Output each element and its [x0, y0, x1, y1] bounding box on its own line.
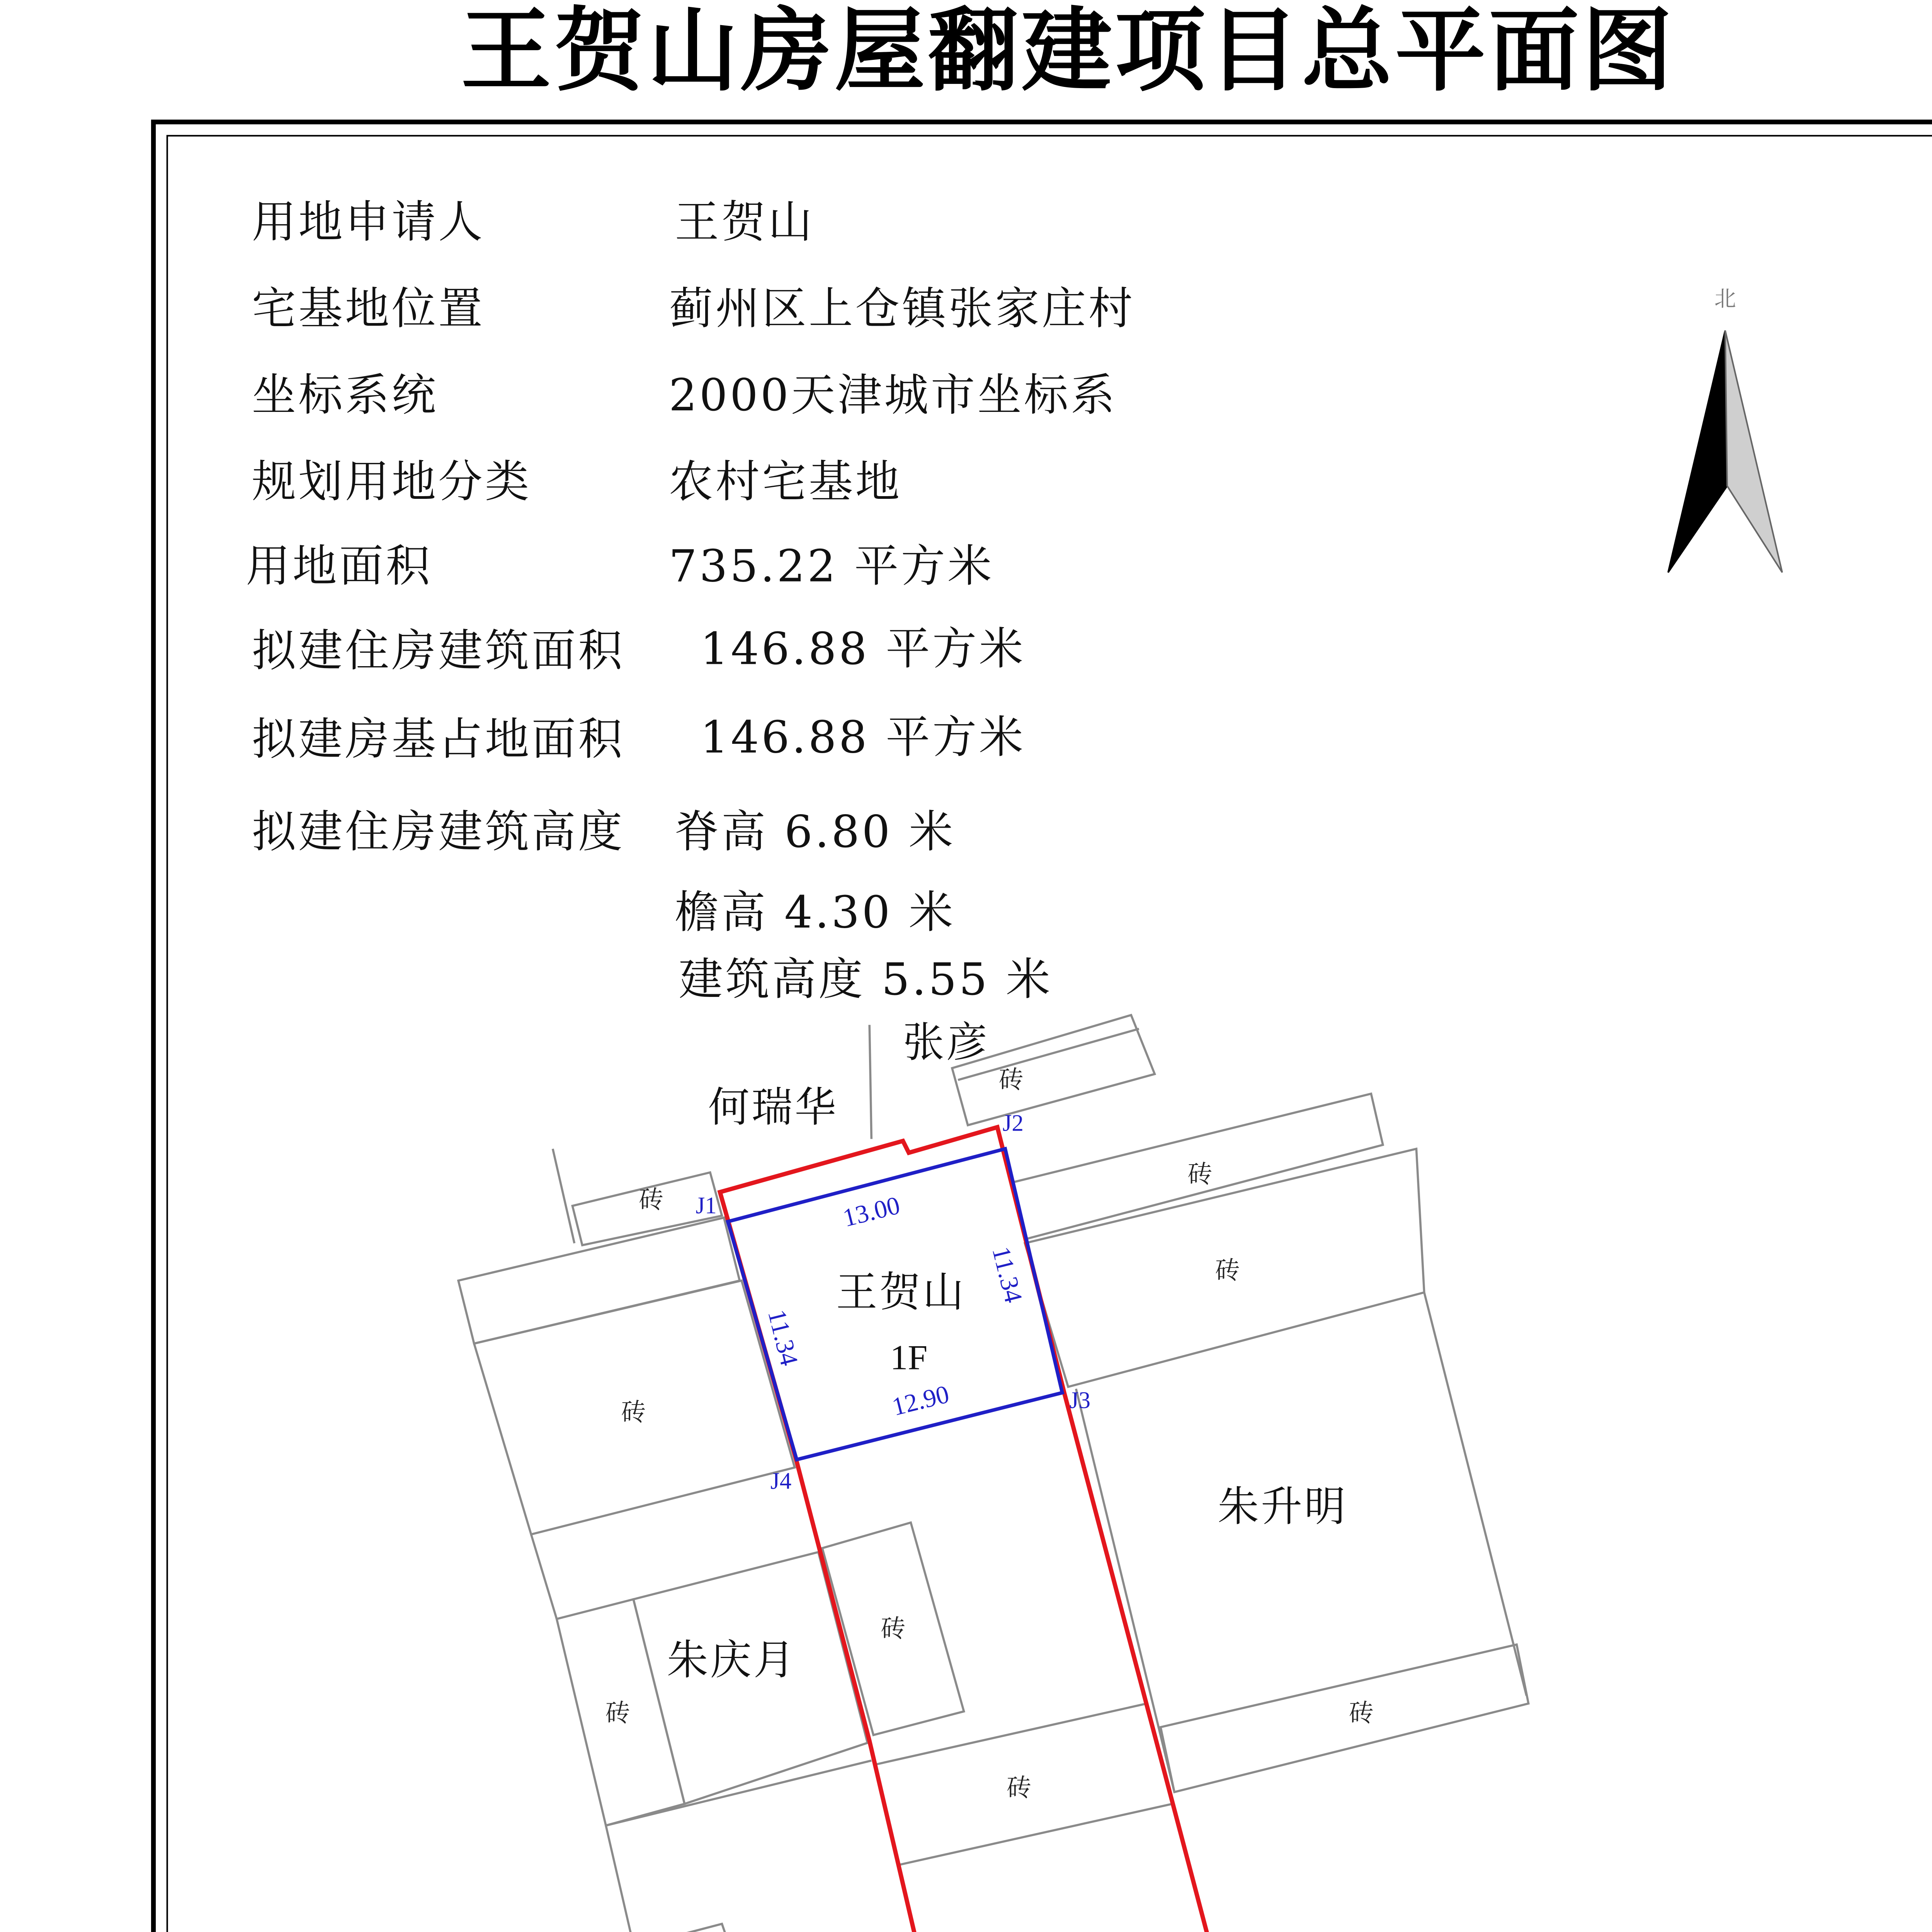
- building-height-label: 拟建住房建筑高度: [252, 806, 625, 858]
- coordinate-system-value: 2000天津城市坐标系: [668, 369, 1117, 421]
- north-arrow-icon: [1668, 286, 1782, 572]
- corner-point-j2: J2: [1002, 1110, 1024, 1136]
- eave-height-value: 檐高 4.30 米: [675, 887, 956, 939]
- neighbor-label-zhang-yan: 张彦: [903, 1019, 990, 1067]
- brick-label: 砖: [621, 1398, 646, 1427]
- land-area-value: 735.22 平方米: [668, 541, 994, 592]
- land-use-value: 农村宅基地: [668, 456, 902, 508]
- corner-point-j3: J3: [1069, 1388, 1091, 1414]
- neighbor-label-zhu-qingyue: 朱庆月: [667, 1636, 797, 1684]
- footprint-area-label: 拟建房基占地面积: [252, 714, 625, 765]
- brick-label: 砖: [605, 1699, 630, 1728]
- north-label: 北: [1714, 286, 1736, 312]
- parcel-line: [606, 1760, 871, 1825]
- coordinate-system-label: 坐标系统: [252, 369, 439, 421]
- building-outline: [458, 1218, 740, 1344]
- brick-label: 砖: [1215, 1256, 1240, 1285]
- location-label: 宅基地位置: [252, 283, 485, 335]
- footprint-area-value: 146.88 平方米: [700, 712, 1026, 764]
- dimension-north: 13.00: [840, 1191, 903, 1233]
- building-outline: [639, 1924, 783, 1932]
- corner-point-j1: J1: [696, 1193, 717, 1219]
- parcel-line: [869, 1025, 871, 1139]
- north-arrow-dark-half: [1668, 330, 1727, 572]
- house-owner-label: 王贺山: [836, 1268, 966, 1316]
- building-outline: [1161, 1645, 1529, 1792]
- total-height-value: 建筑高度 5.55 米: [679, 954, 1053, 1005]
- parcel-line: [553, 1149, 575, 1243]
- brick-label: 砖: [639, 1185, 663, 1214]
- parcel-line: [531, 1534, 557, 1619]
- dimension-south: 12.90: [889, 1380, 952, 1422]
- floor-area-label: 拟建住房建筑面积: [252, 625, 625, 677]
- dimension-west: 11.34: [762, 1306, 804, 1369]
- location-value: 蓟州区上仓镇张家庄村: [668, 283, 1135, 335]
- neighbor-label-he-ruihua: 何瑞华: [708, 1083, 838, 1132]
- parcel-line: [1424, 1293, 1527, 1696]
- brick-label: 砖: [881, 1614, 906, 1643]
- floor-area-value: 146.88 平方米: [700, 623, 1026, 675]
- parcel-line: [606, 1825, 712, 1932]
- brick-label: 砖: [998, 1065, 1024, 1094]
- map-labels: [605, 1019, 1374, 1932]
- applicant-value: 王贺山: [675, 196, 815, 248]
- wall-line: [1076, 1389, 1175, 1792]
- applicant-label: 用地申请人: [252, 196, 485, 248]
- ridge-height-value: 脊高 6.80 米: [675, 806, 956, 858]
- project-info: [246, 197, 1135, 1005]
- dimension-east: 11.34: [986, 1244, 1028, 1306]
- brick-label: 砖: [1187, 1160, 1213, 1189]
- land-area-label: 用地面积: [246, 541, 432, 592]
- corner-point-j4: J4: [770, 1468, 792, 1494]
- brick-label: 砖: [1007, 1774, 1031, 1803]
- page-title: 王贺山房屋翻建项目总平面图: [461, 0, 1676, 104]
- neighbor-label-zhu-shengming: 朱升明: [1218, 1483, 1348, 1531]
- existing-buildings: [458, 1015, 1658, 1932]
- house-floors-label: 1F: [890, 1337, 928, 1377]
- north-arrow-light-half: [1725, 330, 1782, 572]
- land-use-label: 规划用地分类: [252, 456, 532, 508]
- brick-label: 砖: [1349, 1699, 1374, 1728]
